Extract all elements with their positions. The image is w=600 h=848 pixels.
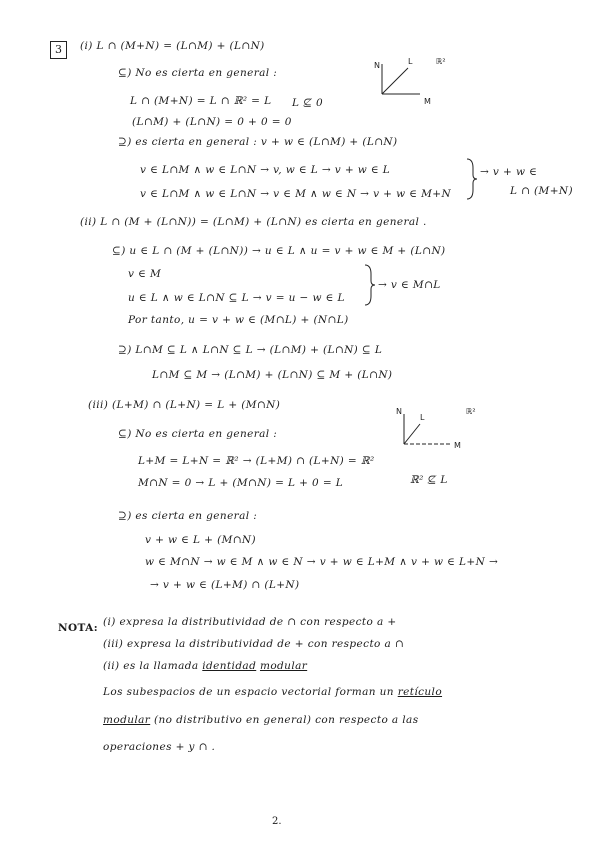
line-ii-subset-2: v ∈ M [128, 268, 162, 280]
nota-line-2: (iii) expresa la distributividad de + con respecto a ∩ [103, 638, 405, 650]
line-iii-proof-1: v + w ∈ L + (M∩N) [145, 534, 257, 546]
line-iii-example-2: M∩N = 0 → L + (M∩N) = L + 0 = L [138, 477, 344, 489]
line-iii-superset-true: ⊇) es cierta en general : [118, 510, 258, 522]
line-ii-subset-1: ⊆) u ∈ L ∩ (M + (L∩N)) → u ∈ L ∧ u = v + w ∈ M + (L∩N) [112, 245, 446, 257]
nota-line-4-text: Los subespacios de un espacio vectorial forman un [103, 686, 394, 698]
nota-line-4 [103, 686, 442, 699]
line-ii-superset-2: L∩M ⊆ M → (L∩M) + (L∩N) ⊆ M + (L∩N) [152, 369, 393, 381]
line-iii-example-1: L+M = L+N = ℝ² → (L+M) ∩ (L+N) = ℝ² [138, 455, 375, 467]
line-iii-subset-not-true: ⊆) No es cierta en general : [118, 428, 278, 440]
line-i-proof-2: v ∈ L∩M ∧ w ∈ L∩N → v ∈ M ∧ w ∈ N → v + w ∈ M+N [140, 188, 452, 200]
fig1-label-l: L [408, 57, 413, 66]
line-ii-therefore: Por tanto, u = v + w ∈ (M∩L) + (N∩L) [128, 314, 349, 326]
line-ii-superset-1: ⊇) L∩M ⊆ L ∧ L∩N ⊆ L → (L∩M) + (L∩N) ⊆ L [118, 344, 383, 356]
nota-line-1: (i) expresa la distributividad de ∩ con respecto a + [103, 616, 397, 628]
line-iii-proof-2: w ∈ M∩N → w ∈ M ∧ w ∈ N → v + w ∈ L+M ∧ v + w ∈ L+N → [145, 556, 499, 568]
fig2-label-m: M [454, 441, 461, 450]
brace-1 [466, 158, 478, 200]
line-i-not-subset: L ⊈ 0 [292, 97, 324, 109]
line-i-statement: (i) L ∩ (M+N) = (L∩M) + (L∩N) [80, 40, 265, 52]
line-ii-subset-conclusion: → v ∈ M∩L [378, 279, 441, 291]
line-i-example-1: L ∩ (M+N) = L ∩ ℝ² = L [130, 95, 272, 107]
nota-line-5-text: (no distributivo en general) con respecto a las [153, 714, 419, 726]
nota-line-3-text: (ii) es la llamada [103, 660, 199, 672]
modular-underlined-2: modular [103, 714, 151, 726]
nota-line-6: operaciones + y ∩ . [103, 741, 216, 753]
reticulo-underlined: retículo [397, 686, 443, 698]
line-i-superset-true: ⊇) es cierta en general : v + w ∈ (L∩M) + (L∩N) [118, 136, 398, 148]
fig1-label-space: ℝ² [436, 57, 446, 66]
modular-underlined: modular [259, 660, 308, 672]
line-i-subset-not-true: ⊆) No es cierta en general : [118, 67, 278, 79]
nota-line-5 [103, 714, 419, 727]
fig2-label-n: N [396, 407, 402, 416]
fig1-label-n: N [374, 61, 380, 70]
fig2-label-space: ℝ² [466, 407, 476, 416]
problem-number-box: 3 [50, 41, 67, 59]
figure-2 [390, 400, 490, 460]
line-i-proof-1: v ∈ L∩M ∧ w ∈ L∩N → v, w ∈ L → v + w ∈ L [140, 164, 391, 176]
identidad-underlined: identidad [202, 660, 257, 672]
line-i-conclusion-1: → v + w ∈ [480, 166, 538, 178]
nota-label: NOTA: [58, 622, 99, 634]
line-ii-subset-3: u ∈ L ∧ w ∈ L∩N ⊆ L → v = u − w ∈ L [128, 292, 345, 304]
line-iii-proof-3: → v + w ∈ (L+M) ∩ (L+N) [150, 579, 300, 591]
brace-2 [364, 264, 376, 306]
fig2-label-l: L [420, 413, 425, 422]
figure-1 [370, 50, 460, 120]
nota-line-3 [103, 660, 307, 673]
line-i-example-2: (L∩M) + (L∩N) = 0 + 0 = 0 [132, 116, 292, 128]
fig1-label-m: M [424, 97, 431, 106]
line-i-conclusion-2: L ∩ (M+N) [510, 185, 573, 197]
line-iii-not-subset: ℝ² ⊈ L [410, 474, 448, 486]
line-iii-statement: (iii) (L+M) ∩ (L+N) = L + (M∩N) [88, 399, 281, 411]
page-number: 2. [272, 816, 282, 827]
line-ii-statement: (ii) L ∩ (M + (L∩N)) = (L∩M) + (L∩N) es cierta en general . [80, 216, 427, 228]
